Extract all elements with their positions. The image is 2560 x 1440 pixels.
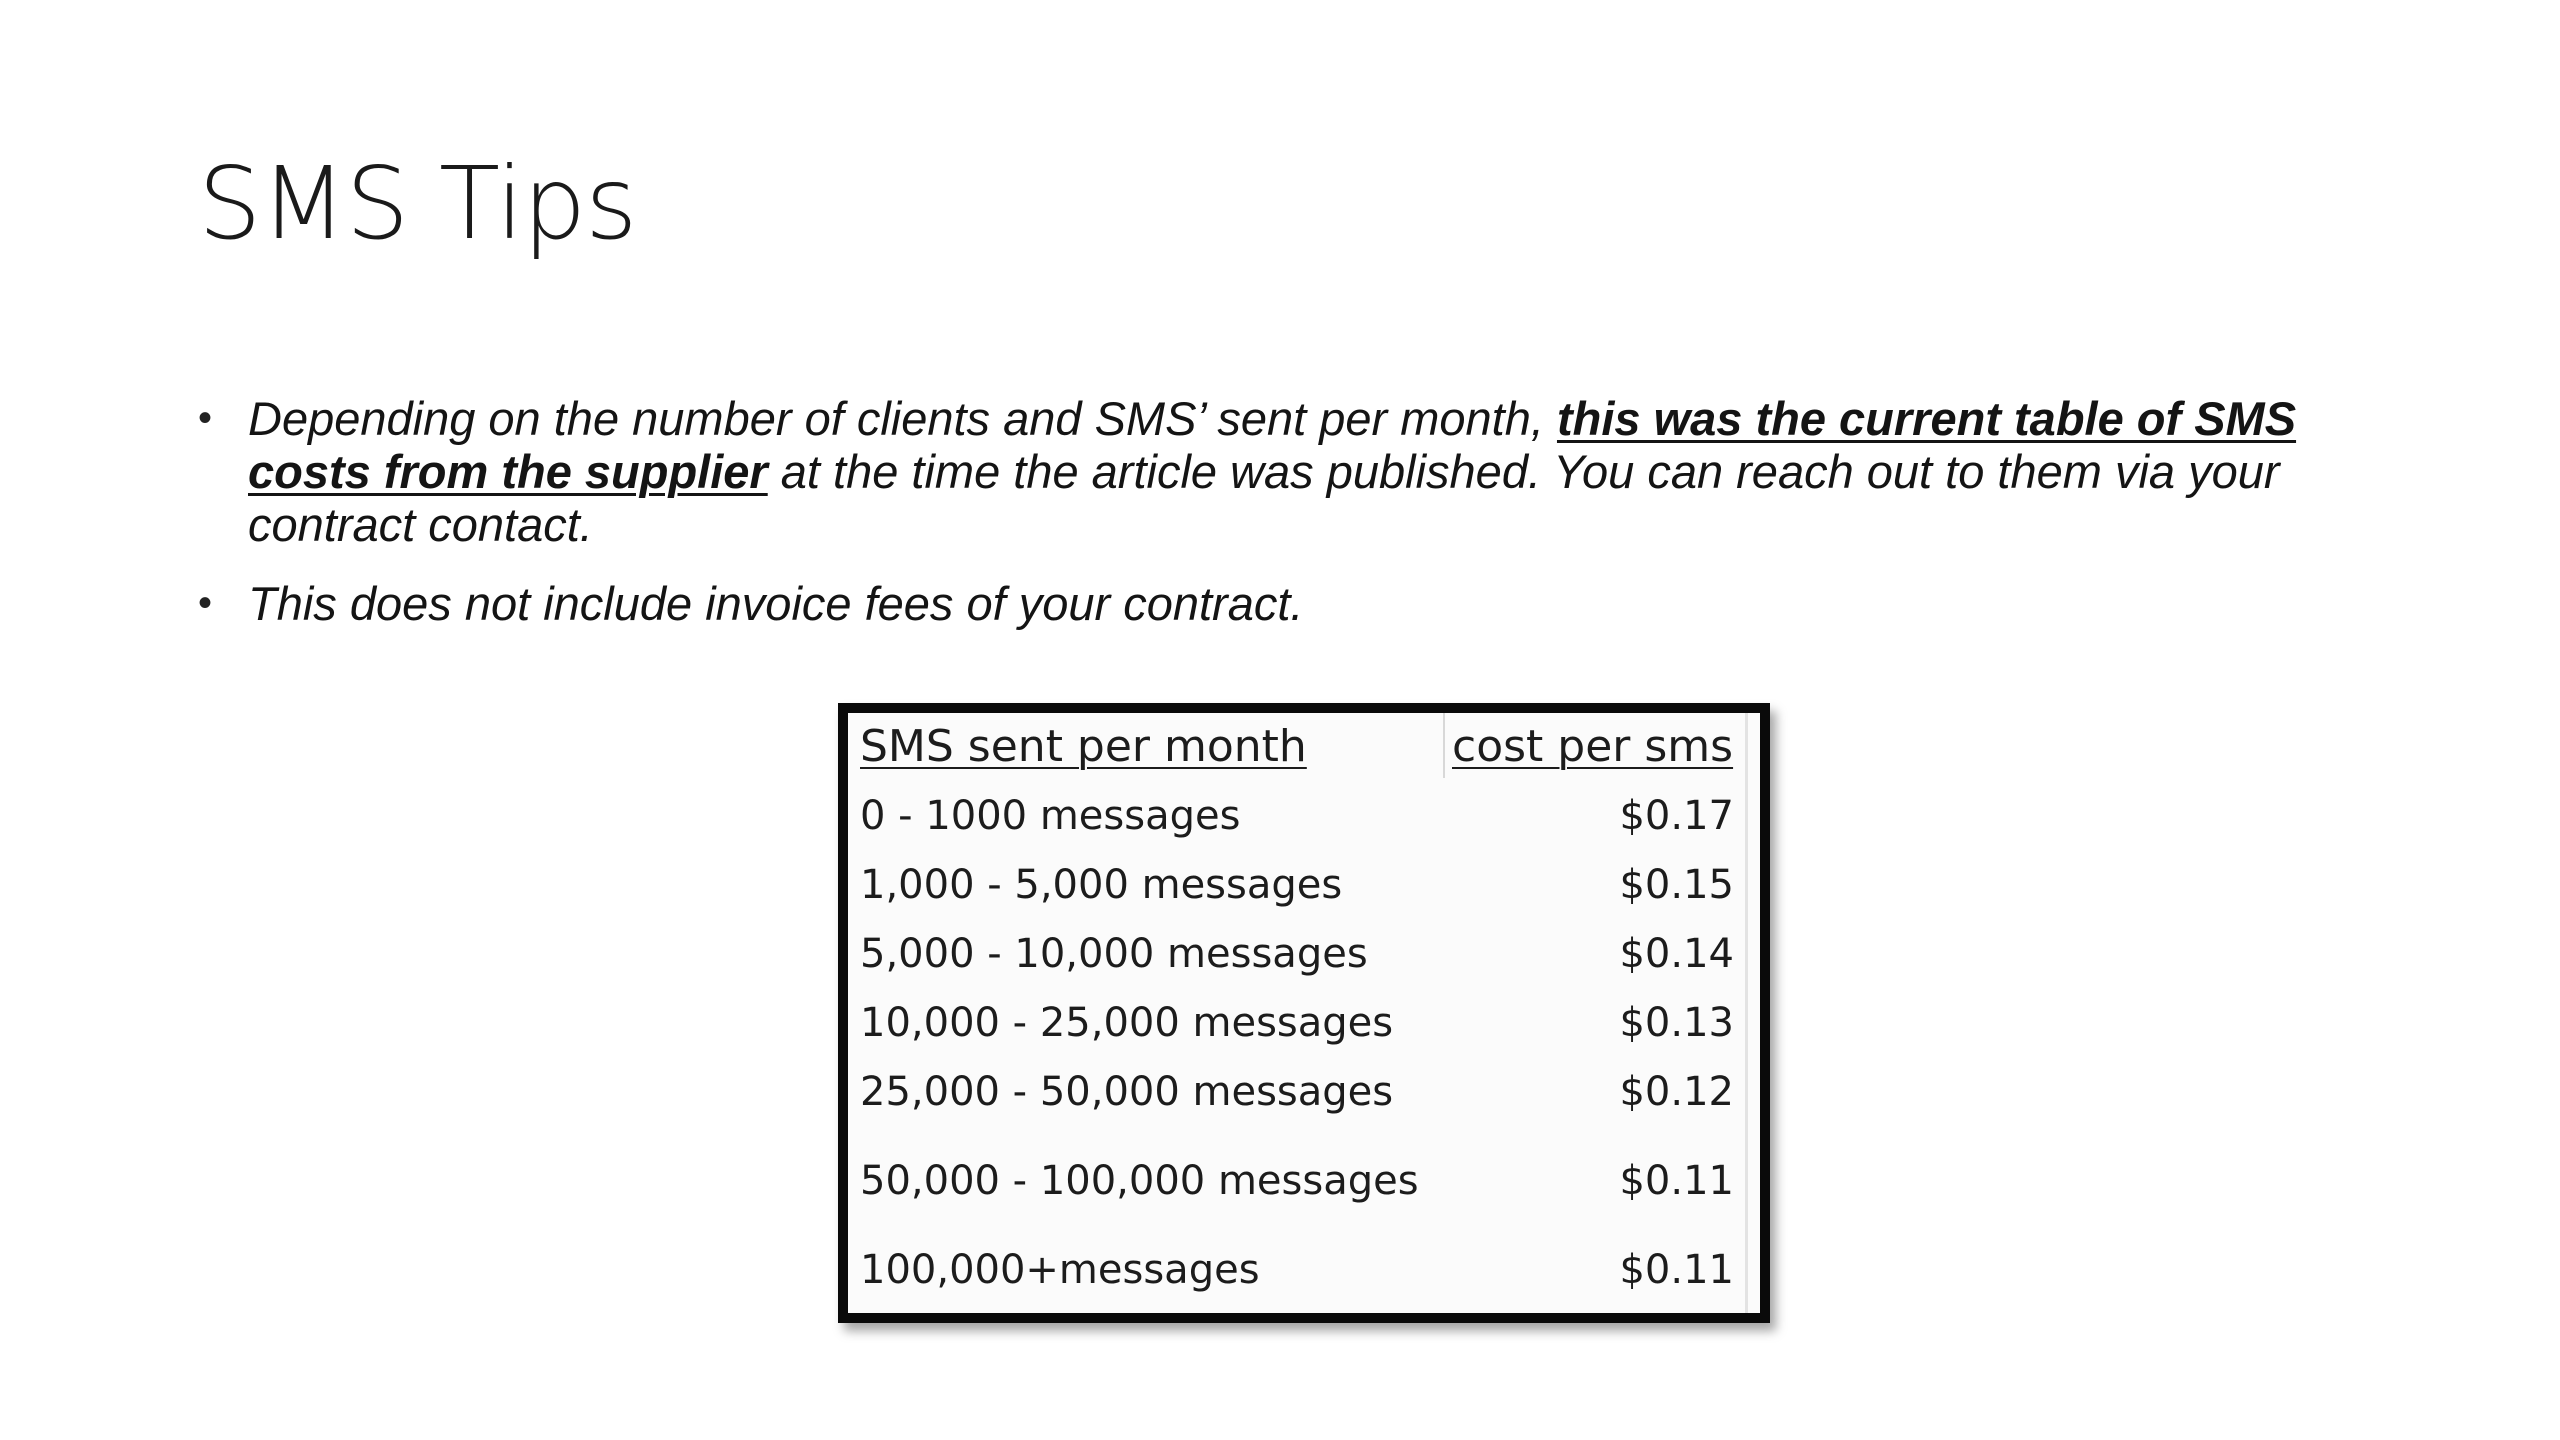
row-volume: 10,000 - 25,000 messages [860, 1000, 1394, 1046]
bullet-text-invoice: This does not include invoice fees of your contract. [248, 577, 1304, 630]
row-cost: $0.14 [1619, 931, 1734, 977]
table-row [848, 931, 1760, 991]
row-volume: 1,000 - 5,000 messages [860, 862, 1343, 908]
table-row [848, 1158, 1760, 1218]
table-row [848, 1069, 1760, 1129]
row-volume: 50,000 - 100,000 messages [860, 1158, 1419, 1204]
sms-cost-table-image [838, 703, 1770, 1323]
bullet-item-invoice-fees [198, 577, 2378, 630]
bullet-item-sms-costs [198, 392, 2378, 551]
bullet-marker: • [198, 396, 213, 440]
row-cost: $0.12 [1619, 1069, 1734, 1115]
row-cost: $0.11 [1619, 1247, 1734, 1293]
bullet-text-emphasis: this was the current table of SMS costs from the supplier [248, 392, 2297, 498]
table-row [848, 793, 1760, 853]
header-sms-sent-per-month: SMS sent per month [860, 721, 1307, 772]
table-header-row [848, 713, 1760, 773]
table-row [848, 1000, 1760, 1060]
bullet-marker: • [198, 581, 213, 625]
bullet-list [198, 392, 2378, 656]
bullet-text-intro: Depending on the number of clients and SMS’ sent per month, [248, 392, 1557, 445]
table-row [848, 862, 1760, 922]
row-volume: 5,000 - 10,000 messages [860, 931, 1368, 977]
bullet-text-outro: at the time the article was published. You can reach out to them via your contract contact. [248, 445, 2280, 551]
header-cost-per-sms: cost per sms [1452, 721, 1734, 772]
row-volume: 100,000+messages [860, 1247, 1260, 1293]
table-row [848, 1247, 1760, 1307]
row-cost: $0.17 [1619, 793, 1734, 839]
row-volume: 0 - 1000 messages [860, 793, 1241, 839]
row-cost: $0.11 [1619, 1158, 1734, 1204]
row-cost: $0.13 [1619, 1000, 1734, 1046]
row-cost: $0.15 [1619, 862, 1734, 908]
table-column-divider [1443, 713, 1445, 778]
slide-title: SMS Tips [198, 145, 637, 262]
row-volume: 25,000 - 50,000 messages [860, 1069, 1394, 1115]
